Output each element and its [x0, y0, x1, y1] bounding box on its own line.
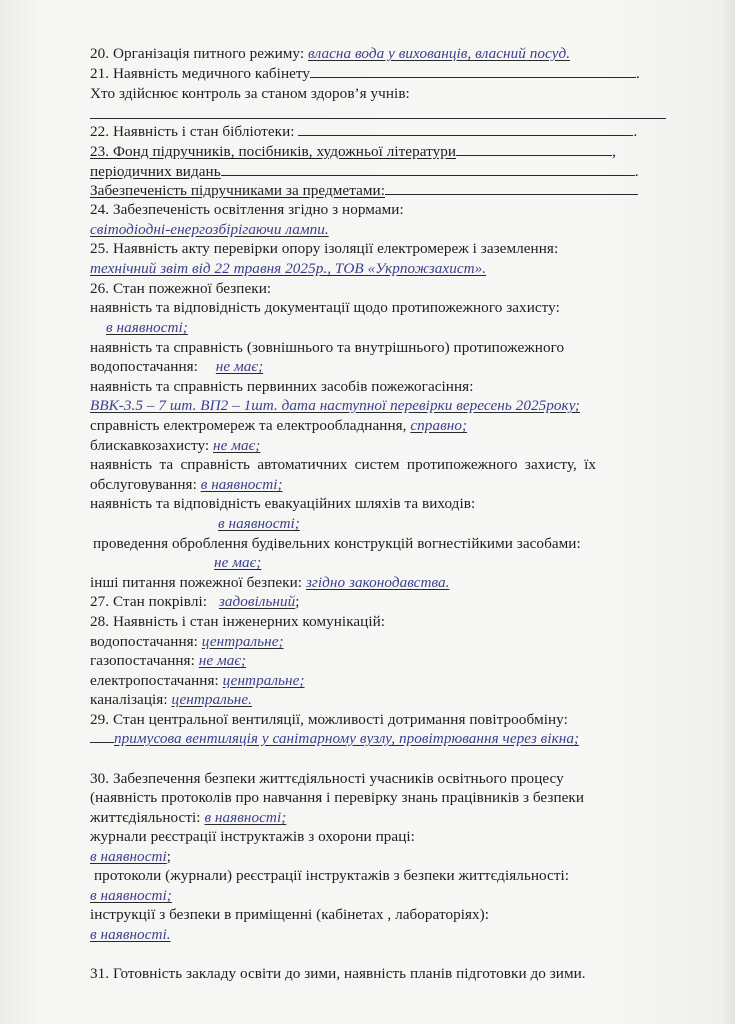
item-26: 26. Стан пожежної безпеки: — [90, 280, 272, 297]
item-26-lightning-label: блискавкозахисту: — [90, 437, 210, 454]
item-20 — [90, 44, 570, 63]
item-28-water — [90, 632, 284, 651]
item-25: 25. Наявність акту перевірки опору ізоляції електромереж і заземлення: — [90, 240, 559, 257]
item-26-other — [90, 573, 450, 592]
item-26-extinguishing-value: ВВК-3.5 – 7 шт. ВП2 – 1шт. дата наступної перевірки вересень 2025року; — [90, 397, 581, 414]
item-26-electrical — [90, 416, 467, 435]
item-28-gas-value: не має; — [198, 652, 247, 669]
item-21: 21. Наявність медичного кабінету . — [90, 65, 640, 82]
paper-edge-shadow — [721, 0, 735, 1024]
item-20-value: власна вода у вихованців, власний посуд. — [307, 45, 571, 62]
item-26-fire-treatment-value-line — [214, 553, 261, 572]
item-30: 30. Забезпечення безпеки життєдіяльності учасників освітнього процесу — [90, 770, 564, 787]
item-23-textbooks — [90, 181, 638, 200]
item-23-textbooks-label: Забезпеченість підручниками за предметами: — [90, 182, 385, 199]
item-30-life-safety — [90, 808, 286, 827]
item-30-safety-journals-value-line — [90, 886, 172, 905]
item-26-documentation-value-line — [106, 318, 188, 337]
item-30-labor-journals: журнали реєстрації інструктажів з охорони праці: — [90, 828, 415, 845]
item-26-water-supply: наявність та справність (зовнішнього та внутрішнього) протипожежного — [90, 339, 565, 356]
item-28-sewage-label: каналізація: — [90, 691, 168, 708]
item-30-instructions: інструкції з безпеки в приміщенні (кабінетах , лабораторіях): — [90, 906, 490, 923]
item-31: 31. Готовність закладу освіти до зими, наявність планів підготовки до зими. — [90, 965, 586, 982]
item-30-labor-journals-value: в наявності — [90, 848, 167, 865]
item-30-safety-journals: протоколи (журнали) реєстрації інструктажів з безпеки життєдіяльності: — [94, 867, 570, 884]
item-21-health-control: Хто здійснює контроль за станом здоров’я учнів: — [90, 85, 410, 102]
item-25-value: технічний звіт від 22 травня 2025р., ТОВ «Укрпожзахист». — [90, 260, 487, 277]
item-29-value-line — [90, 729, 579, 748]
item-22-blank — [298, 122, 633, 136]
item-23-blank — [456, 142, 612, 156]
item-24: 24. Забезпеченість освітлення згідно з нормами: — [90, 201, 404, 218]
item-28-electricity-label: електропостачання: — [90, 672, 219, 689]
item-28-water-label: водопостачання: — [90, 633, 198, 650]
item-30-safety-journals-value: в наявності; — [90, 887, 172, 904]
item-21-blank-line — [90, 118, 666, 119]
item-28-sewage — [90, 690, 252, 709]
item-26-water-supply-label: водопостачання: — [90, 358, 198, 375]
item-30-instructions-value: в наявності. — [90, 926, 171, 943]
item-26-fire-treatment-value: не має; — [214, 554, 262, 571]
item-30-instructions-value-line — [90, 925, 171, 944]
item-22: 22. Наявність і стан бібліотеки: . — [90, 123, 638, 140]
item-29: 29. Стан центральної вентиляції, можливості дотримання повітрообміну: — [90, 711, 568, 728]
item-28-water-value: центральне; — [201, 633, 284, 650]
item-26-fire-treatment: проведення оброблення будівельних конструкцій вогнестійкими засобами: — [93, 535, 581, 552]
item-28: 28. Наявність і стан інженерних комунікацій: — [90, 613, 386, 630]
item-21-blank — [310, 64, 636, 78]
item-28-gas — [90, 651, 246, 670]
item-26-automatic-systems-label: обслуговування: — [90, 476, 197, 493]
item-26-evacuation: наявність та відповідність евакуаційних шляхів та виходів: — [90, 495, 476, 512]
item-28-electricity — [90, 671, 304, 690]
item-26-lightning — [90, 436, 260, 455]
item-23-periodicals-label: періодичних видань — [90, 163, 221, 180]
item-24-value: світодіодні-енергозбірігаючи лампи. — [90, 221, 329, 238]
item-26-extinguishing: наявність та справність первинних засобів пожежогасіння: — [90, 378, 474, 395]
item-25-value-line — [90, 259, 486, 278]
item-26-lightning-value: не має; — [213, 437, 261, 454]
item-26-evacuation-value-line — [218, 514, 300, 533]
item-26-electrical-value: справно; — [410, 417, 468, 434]
item-27-label: 27. Стан покрівлі: — [90, 593, 208, 610]
item-28-gas-label: газопостачання: — [90, 652, 195, 669]
item-23-periodicals: періодичних видань . — [90, 163, 639, 180]
item-23-label: 23. Фонд підручників, посібників, художньої літератури — [90, 143, 457, 160]
item-26-automatic-systems-2 — [90, 475, 283, 494]
item-24-value-line — [90, 220, 329, 239]
item-23-periodicals-blank — [221, 162, 635, 176]
item-27-value: задовільний — [218, 593, 296, 610]
item-29-value: примусова вентиляція у санітарному вузлу, провітрювання через вікна; — [114, 730, 580, 747]
item-30-labor-journals-value-line: в наявності; — [90, 848, 172, 865]
item-26-evacuation-value: в наявності; — [218, 515, 300, 532]
item-26-water-supply-2 — [90, 357, 263, 376]
item-30-protocols: (наявність протоколів про навчання і перевірку знань працівників з безпеки — [90, 789, 585, 806]
item-21-label: 21. Наявність медичного кабінету — [90, 65, 311, 82]
item-26-documentation-value: в наявності; — [106, 319, 188, 336]
item-26-documentation: наявність та відповідність документації щодо протипожежного захисту: — [90, 299, 560, 316]
item-26-automatic-systems: наявність та справність автоматичних систем протипожежного захисту, їх — [90, 456, 597, 473]
item-30-life-safety-value: в наявності; — [204, 809, 287, 826]
item-23: 23. Фонд підручників, посібників, художньої літератури , — [90, 143, 616, 160]
item-26-electrical-label: справність електромереж та електрообладнання, — [90, 417, 407, 434]
item-22-label: 22. Наявність і стан бібліотеки: — [90, 123, 295, 140]
item-26-water-supply-value: не має; — [215, 358, 264, 375]
item-30-life-safety-label: життєдіяльності: — [90, 809, 201, 826]
item-20-label: 20. Організація питного режиму: — [90, 45, 305, 62]
item-26-automatic-systems-value: в наявності; — [200, 476, 283, 493]
item-26-other-value: згідно законодавства. — [305, 574, 450, 591]
item-27: 27. Стан покрівлі: задовільний; — [90, 593, 300, 610]
item-23-textbooks-blank — [385, 181, 638, 195]
item-28-electricity-value: центральне; — [222, 672, 305, 689]
item-28-sewage-value: центральне. — [171, 691, 253, 708]
item-26-extinguishing-value-line — [90, 396, 580, 415]
item-26-other-label: інші питання пожежної безпеки: — [90, 574, 303, 591]
